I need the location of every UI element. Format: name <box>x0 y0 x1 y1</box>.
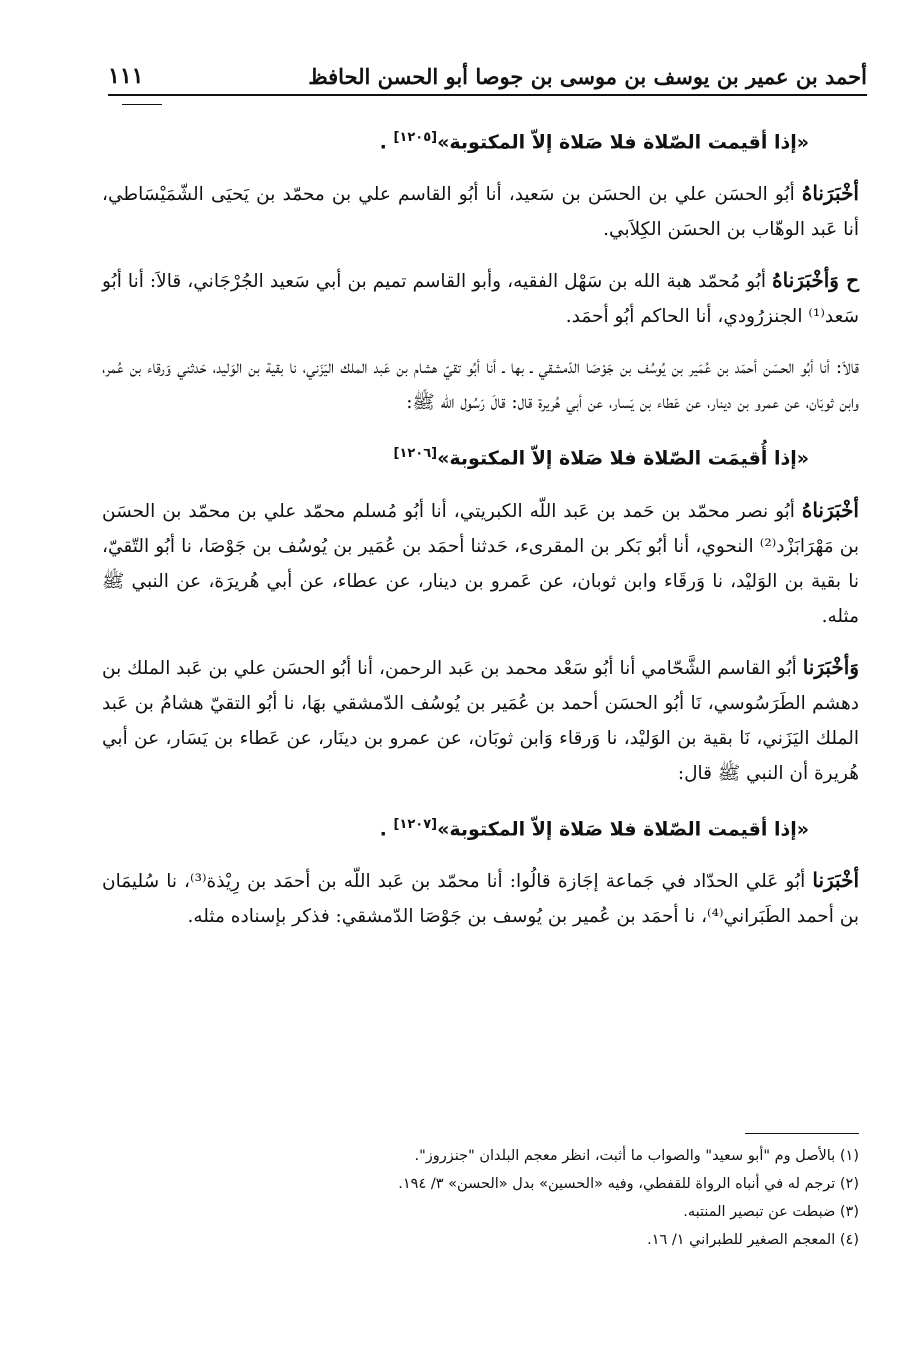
transmission-keyword: وَأخْبَرَنا <box>802 654 859 679</box>
hadith-text-1207: «إذا أقيمت الصّلاة فلا صَلاة إلاّ المكتوبة»[١٢٠٧] . <box>379 816 809 840</box>
hadith-text-1205: «إذا أقيمت الصّلاة فلا صَلاة إلاّ المكتوبة»[١٢٠٥] . <box>379 130 809 154</box>
isnad-text: أبُو الحسَن علي بن الحسَن بن سَعيد، أنا أبُو القاسم علي بن محمّد بن يَحيَى الشّمَيْسَاطي، أنا عَبد الوهّاب بن الحسَن الكِلاَبي. <box>102 184 859 241</box>
isnad-paragraph <box>102 650 859 791</box>
isnad-paragraph <box>102 863 859 934</box>
header-divider <box>122 104 162 105</box>
transmission-keyword: أخْبَرَنا <box>812 867 859 892</box>
hadith-number: [١٢٠٥] <box>393 130 438 145</box>
running-title: أحمد بن عمير بن يوسف بن موسى بن جوصا أبو الحسن الحافظ <box>308 63 867 89</box>
main-text <box>102 120 859 950</box>
footnote-4: (٤) المعجم الصغير للطبراني ١/ ١٦. <box>647 1232 859 1248</box>
footnote-2: (٢) ترجم له في أنباه الرواة للقفطي، وفيه «الحسين» بدل «الحسن» ٣/ ١٩٤. <box>398 1176 859 1192</box>
isnad-text: أبُو القاسم الشَّحّامي أنا أبُو سَعْد محمد بن عَبد الرحمن، أنا أبُو الحسَن علي بن عَبد الملك بن دهشم الطَرَسُوسي، نَا أبُو الحسَن أحمد بن عُمَير بن يُوسُف الدّمشقي بهَا، نا أبُو التقيّ هشامُ بن عَبد الملك اليَزَني، نَا بقية بن الوَليْد، نا وَرقاء وَابن ثوبَان، عن عمرو بن دينَار، عن عَطاء بن يَسَار، عن أبي هُريرة أن النبي ﷺ قال: <box>102 657 859 784</box>
isnad-text: أبُو مُحمّد هبة الله بن سَهْل الفقيه، وأبو القاسم تميم بن أبي سَعيد الجُرْجَاني، قالاَ: أنا أبُو سَعد⁽¹⁾ الجنزرُودي، أنا الحاكم أبُو أحمَد. <box>102 271 859 328</box>
isnad-text: قالاَ: أنا أبُو الحسَن أحمَد بن عُمَير بن يُوسُف بن جَوْصَا الدّمشقي ـ بها ـ أنا أبُو تقيّ هشام بن عَبد الملك اليَزَني، نا بقية بن الوَليد، حَدثني وَرقاء بن عُمر، وابن ثوبَان، عن عمرو بن دينار، عن عَطاء بن يَسار، عن أبي هُريرة قال: قالَ رَسُول الله ﷺ: <box>102 357 859 414</box>
transmission-keyword: ح وَأخْبَرَناهُ <box>772 268 859 293</box>
isnad-text: أبُو عَلي الحدّاد في جَماعة إجَازة قالُوا: أنا محمّد بن عَبد اللّه بن أحمَد بن رِيْذة⁽³⁾، نا سُليمَان بن أحمد الطَبَراني⁽⁴⁾، نا أحمَد بن عُمير بن يُوسف بن جَوْصَا الدّمشقي: فذكر بإسناده مثله. <box>102 870 859 927</box>
isnad-paragraph <box>102 176 859 247</box>
transmission-keyword: أخْبَرَناهُ <box>801 497 859 522</box>
page-number: ١١١ <box>108 63 144 89</box>
hadith-text-1206 <box>102 436 859 476</box>
footnote-3: (٣) ضبطت عن تبصير المنتبه. <box>683 1204 859 1220</box>
hadith-quote: «إذا أقيمت الصّلاة فلا صَلاة إلاّ المكتوبة» <box>437 131 809 154</box>
isnad-text: أبُو نصر محمّد بن حَمد بن عَبد اللّه الكبريتي، أنا أبُو مُسلم محمّد علي بن محمّد بن الحسَن بن مَهْرَابَزْد⁽²⁾ النحوي، أنا أبُو بَكر بن المقرىء، حَدثنا أحمَد بن عُمَير بن يُوسُف بن جَوْصَا، نا أبُو التّقيّ، نا بقية بن الوَليْد، نا وَرقَاء وابن ثوبان، عن عَمرو بن دينار، عن عطاء، عن أبي هُريرَة، عن النبي ﷺ مثله. <box>102 500 859 627</box>
footnotes <box>102 1142 859 1254</box>
hadith-quote: «إذا أقيمت الصّلاة فلا صَلاة إلاّ المكتوبة» <box>437 817 809 840</box>
running-header <box>108 58 867 96</box>
footnote-divider <box>745 1133 859 1134</box>
isnad-paragraph <box>102 493 859 634</box>
isnad-paragraph <box>102 350 859 420</box>
transmission-keyword: أخْبَرَناهُ <box>801 181 859 206</box>
hadith-number: [١٢٠٧] <box>393 816 438 832</box>
hadith-quote: «إذا أُقيمَت الصّلاة فلا صَلاة إلاّ المكتوبة» <box>437 447 809 470</box>
hadith-number: [١٢٠٦] <box>393 446 438 462</box>
isnad-paragraph <box>102 263 859 334</box>
footnote-1: (١) بالأصل وم "أبو سعيد" والصواب ما أثبت، انظر معجم البلدان "جنزروز". <box>414 1148 859 1164</box>
